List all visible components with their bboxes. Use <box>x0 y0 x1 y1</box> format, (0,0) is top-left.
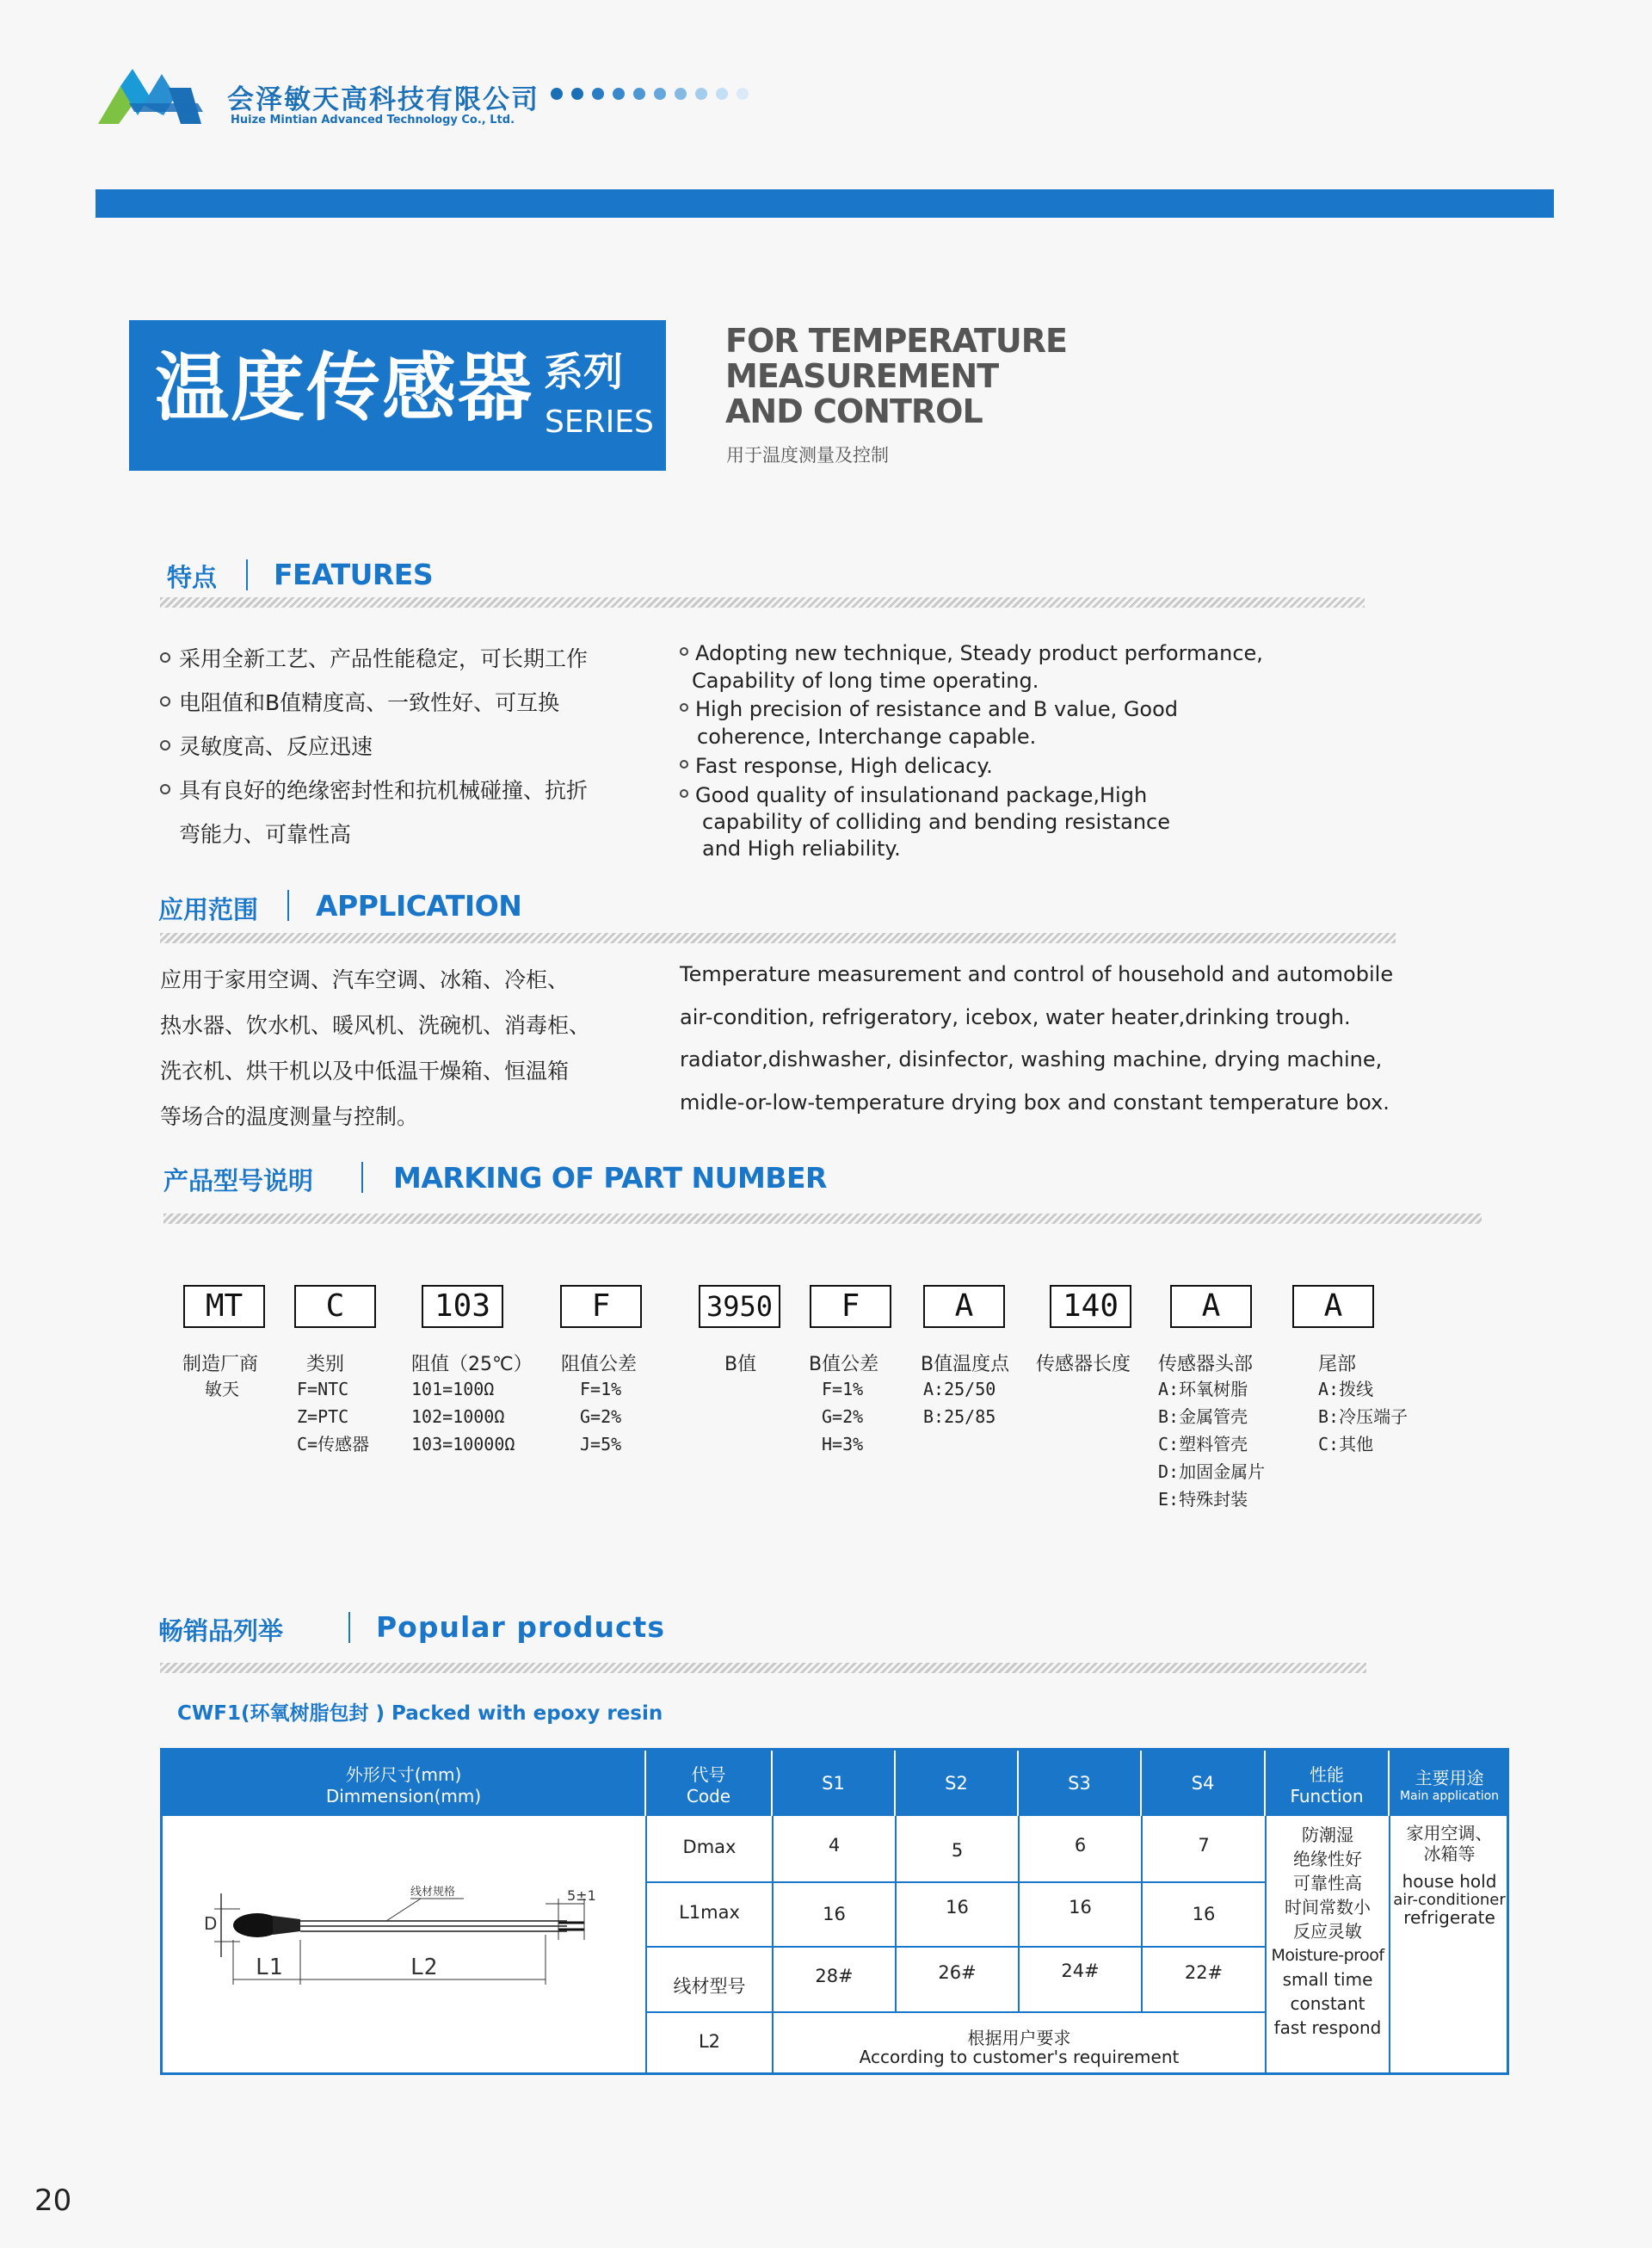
dot <box>654 88 666 100</box>
dot <box>571 88 583 100</box>
part-field-label: 传感器长度 <box>1036 1354 1131 1375</box>
cell-value: 26# <box>938 1962 977 1983</box>
features-heading-cn: 特点 <box>167 563 218 592</box>
dim-l1-label: L1 <box>256 1955 283 1980</box>
main-application-text: 家用空调、 冰箱等 house hold air-conditioner refrigerate <box>1393 1823 1506 1928</box>
title-series-en: SERIES <box>545 405 654 440</box>
grid-line <box>646 1881 1266 1883</box>
heading-separator <box>246 559 248 590</box>
part-code-box: A <box>1170 1285 1252 1328</box>
bullet-icon <box>160 740 170 750</box>
dot <box>675 88 687 100</box>
wire-spec-label: 线材规格 <box>410 1886 456 1899</box>
page-number: 20 <box>34 2183 72 2218</box>
application-heading-cn: 应用范围 <box>158 895 259 924</box>
part-code-box: C <box>294 1285 376 1328</box>
function-text: 防潮湿 绝缘性好 可靠性高 时间常数小 反应灵敏 Moisture-proof small time constant fast respond <box>1271 1825 1384 2038</box>
row-code-l1max: L1max <box>679 1902 740 1923</box>
feature-en-item: capability of colliding and bending resistance <box>702 810 1170 834</box>
cell-value: 7 <box>1198 1835 1210 1856</box>
row-code-l2: L2 <box>698 2031 721 2052</box>
header-s3: S3 <box>1019 1751 1142 1816</box>
feature-cn-item: 电阻值和B值精度高、一致性好、可互换 <box>160 686 559 717</box>
part-field-desc: F=1% G=2% J=5% <box>580 1379 622 1454</box>
application-cn-line: 应用于家用空调、汽车空调、冰箱、冷柜、 <box>160 967 570 992</box>
cell-value: 5 <box>951 1840 964 1861</box>
feature-en-item: Fast response, High delicacy. <box>680 754 993 778</box>
cell-value: 16 <box>1069 1897 1092 1918</box>
grid-line <box>646 2011 1266 2013</box>
cell-value: 22# <box>1184 1962 1224 1983</box>
part-field-desc: 101=100Ω 102=1000Ω 103=10000Ω <box>411 1379 515 1454</box>
part-field-desc: F=1% G=2% H=3% <box>822 1379 864 1454</box>
bullet-icon <box>680 703 688 712</box>
bullet-icon <box>160 784 170 794</box>
dot <box>551 88 563 100</box>
hatch-divider <box>163 1214 1482 1224</box>
product-title: CWF1(环氧树脂包封 ) Packed with epoxy resin <box>177 1702 663 1725</box>
part-code-box: A <box>923 1285 1005 1328</box>
part-code-box: F <box>810 1285 891 1328</box>
cell-value: 6 <box>1074 1835 1087 1856</box>
feature-cn-item: 采用全新工艺、产品性能稳定，可长期工作 <box>160 642 588 673</box>
heading-separator <box>361 1162 363 1193</box>
part-field-desc: F=NTC Z=PTC C=传感器 <box>297 1379 370 1454</box>
feature-en-item: Good quality of insulationand package,High <box>680 783 1147 807</box>
application-en-line: air-condition, refrigeratory, icebox, water heater,drinking trough. <box>680 1005 1351 1029</box>
feature-en-item: coherence, Interchange capable. <box>697 725 1037 749</box>
features-heading-en: FEATURES <box>274 558 434 591</box>
hatch-divider <box>160 933 1396 943</box>
subtitle-line: AND CONTROL <box>725 392 983 430</box>
bullet-icon <box>160 652 170 663</box>
part-code-box: 3950 <box>699 1285 780 1328</box>
dot <box>633 88 645 100</box>
application-en-line: radiator,dishwasher, disinfector, washing machine, drying machine, <box>680 1047 1383 1072</box>
part-field-desc: A:拨线 B:冷压端子 C:其他 <box>1318 1379 1409 1454</box>
header-function: 性能 Function <box>1266 1751 1390 1816</box>
application-heading-en: APPLICATION <box>316 889 522 923</box>
dim-d-label: D <box>204 1913 218 1934</box>
application-cn-line: 热水器、饮水机、暖风机、洗碗机、消毒柜、 <box>160 1013 591 1038</box>
feature-en-item: and High reliability. <box>702 837 901 861</box>
part-code-box: 140 <box>1050 1285 1131 1328</box>
part-field-desc: A:25/50 B:25/85 <box>923 1379 996 1427</box>
l2-value-en: According to customer's requirement <box>859 2047 1180 2067</box>
part-field-desc: A:环氧树脂 B:金属管壳 C:塑料管壳 D:加固金属片 E:特殊封装 <box>1158 1379 1266 1510</box>
feature-en-item: Capability of long time operating. <box>692 669 1039 693</box>
dot <box>613 88 625 100</box>
dot <box>695 88 707 100</box>
dot <box>592 88 604 100</box>
dot <box>737 88 749 100</box>
feature-cn-item: 具有良好的绝缘密封性和抗机械碰撞、抗折 <box>160 774 588 805</box>
hatch-divider <box>160 597 1365 608</box>
dot <box>716 88 728 100</box>
header-s4: S4 <box>1142 1751 1266 1816</box>
cell-value: 28# <box>815 1966 854 1986</box>
feature-cn-item: 灵敏度高、反应迅速 <box>160 730 373 761</box>
bullet-icon <box>680 760 688 769</box>
company-name-cn: 会泽敏天高科技有限公司 <box>227 84 539 115</box>
part-code-box: 103 <box>422 1285 503 1328</box>
part-field-label: B值 <box>724 1354 757 1375</box>
part-field-label: 阻值（25℃） <box>411 1354 533 1375</box>
header-s1: S1 <box>773 1751 896 1816</box>
header-s2: S2 <box>896 1751 1019 1816</box>
grid-line <box>646 1946 1266 1948</box>
cell-value: 16 <box>823 1904 846 1924</box>
page-title-cn: 温度传感器 <box>155 345 533 431</box>
application-cn-line: 洗衣机、烘干机以及中低温干燥箱、恒温箱 <box>160 1059 570 1084</box>
part-field-desc: 敏天 <box>205 1379 239 1399</box>
dim-l2-label: L2 <box>410 1955 438 1980</box>
page-subtitle <box>725 324 1067 429</box>
cell-value: 16 <box>1192 1904 1216 1924</box>
bullet-icon <box>680 647 688 656</box>
part-code-box: A <box>1292 1285 1374 1328</box>
application-en-line: midle-or-low-temperature drying box and constant temperature box. <box>680 1090 1390 1115</box>
title-series-cn: 系列 <box>544 349 623 395</box>
heading-separator <box>287 890 289 921</box>
popular-heading-en: Popular products <box>376 1610 665 1644</box>
cell-value: 4 <box>828 1835 841 1856</box>
header-code: 代号 Code <box>646 1751 773 1816</box>
marking-heading-en: MARKING OF PART NUMBER <box>393 1161 827 1195</box>
part-code-box: MT <box>183 1285 265 1328</box>
header-main-application: 主要用途 Main application <box>1390 1751 1509 1816</box>
decorative-dots <box>551 88 749 100</box>
subtitle-line: MEASUREMENT <box>725 357 999 395</box>
part-field-label: 尾部 <box>1318 1354 1357 1375</box>
dim-5-label: 5±1 <box>567 1887 596 1904</box>
hatch-divider <box>160 1663 1366 1673</box>
feature-en-item: Adopting new technique, Steady product performance, <box>680 641 1263 665</box>
cell-value: 24# <box>1061 1961 1100 1981</box>
part-field-label: 传感器头部 <box>1158 1354 1254 1375</box>
feature-en-item: High precision of resistance and B value, Good <box>680 697 1178 721</box>
application-en-line: Temperature measurement and control of household and automobile <box>680 962 1394 986</box>
bullet-icon <box>680 789 688 798</box>
part-field-label: 阻值公差 <box>561 1354 638 1375</box>
row-code-dmax: Dmax <box>682 1837 737 1857</box>
feature-cn-item: 弯能力、可靠性高 <box>179 822 352 847</box>
part-field-label: 类别 <box>306 1354 345 1375</box>
part-code-box: F <box>560 1285 642 1328</box>
part-field-label: 制造厂商 <box>182 1354 259 1375</box>
header-bar <box>96 189 1554 218</box>
heading-separator <box>348 1612 350 1643</box>
part-field-label: B值温度点 <box>921 1354 1010 1375</box>
bullet-icon <box>160 696 170 707</box>
cell-value: 16 <box>946 1897 969 1918</box>
page-subtitle-cn: 用于温度测量及控制 <box>726 445 889 466</box>
product-spec-table <box>160 1748 1509 2075</box>
subtitle-line: FOR TEMPERATURE <box>725 322 1067 360</box>
popular-heading-cn: 畅销品列举 <box>158 1616 284 1646</box>
company-name-en: Huize Mintian Advanced Technology Co., Ltd. <box>231 114 515 127</box>
row-code-wire: 线材型号 <box>673 1976 746 1997</box>
company-logo <box>95 62 205 131</box>
l2-value-cn: 根据用户要求 <box>967 2028 1071 2048</box>
sensor-dimension-diagram <box>188 1880 610 2000</box>
header-dimension: 外形尺寸(mm) Dimmension(mm) <box>163 1751 646 1816</box>
application-cn-line: 等场合的温度测量与控制。 <box>160 1104 419 1129</box>
part-field-label: B值公差 <box>809 1354 879 1375</box>
marking-heading-cn: 产品型号说明 <box>163 1166 314 1195</box>
